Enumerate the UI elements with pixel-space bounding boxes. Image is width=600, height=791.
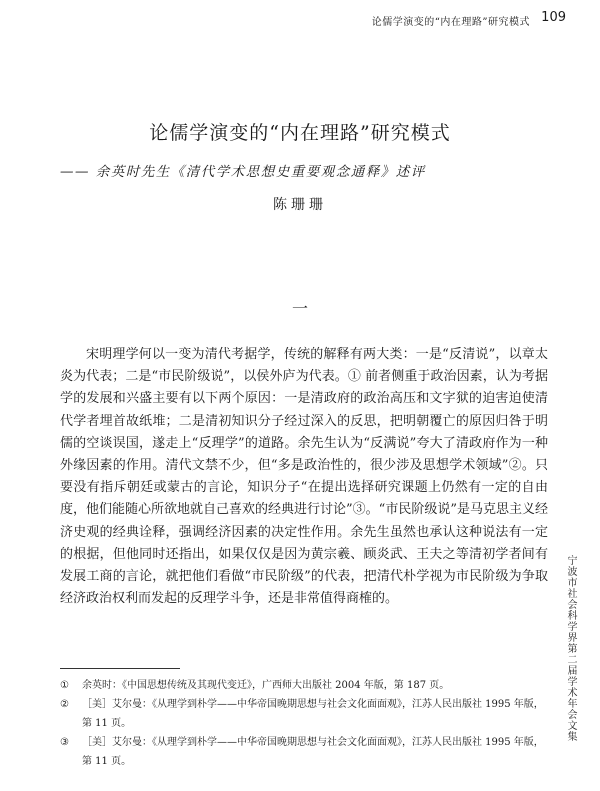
article-author: 陈珊珊 xyxy=(273,197,327,213)
footnote-mark: ③ xyxy=(60,737,69,748)
footnotes xyxy=(60,676,552,771)
article-title: 论儒学演变的“内在理路”研究模式 xyxy=(149,122,451,144)
footnote-item xyxy=(60,733,552,771)
footnote-text: 余英时：《中国思想传统及其现代变迁》，广西师大出版社 2004 年版，第 187 页。 xyxy=(82,680,450,691)
footnote-mark: ② xyxy=(60,699,69,710)
article-subtitle: —— 余英时先生《清代学术思想史重要观念通释》述评 xyxy=(60,164,426,180)
running-header xyxy=(0,10,600,30)
side-label: 宁波市社会科学界第二届学术年会文集 xyxy=(565,555,576,742)
footnote-item xyxy=(60,676,552,695)
footnote-divider xyxy=(60,668,180,669)
footnote-item xyxy=(60,695,552,733)
footnote-mark: ① xyxy=(60,680,69,691)
footnote-text: ［美］艾尔曼：《从理学到朴学——中华帝国晚期思想与社会文化面面观》，江苏人民出版社 1995 年版，第 11 页。 xyxy=(82,737,544,767)
body-paragraph: 宋明理学何以一变为清代考据学，传统的解释有两大类：一是“反清说”，以章太炎为代表；二是“市民阶级说”，以侯外庐为代表。① 前者侧重于政治因素，认为考据学的发展和兴盛主要有以下两个原因：一是清政府的政治高压和文字狱的迫害迫使清代学者埋首故纸堆；二是清初知识分子经过深入的反思，把明朝覆亡的原因归咎于明儒的空谈误国，遂走上“反理学”的道路。余先生认为“反满说”夸大了清政府作为一种外缘因素的作用。清代文禁不少，但“多是政治性的，很少涉及思想学术领域”②。只要没有指斥朝廷或蒙古的言论，知识分子“在提出选择研究课题上仍然有一定的自由度，他们能随心所欲地就自己喜欢的经典进行讨论”③。“市民阶级说”是马克思主义经济史观的经典诠释，强调经济因素的决定性作用。余先生虽然也承认这种说法有一定的根据，但他同时还指出，如果仅仅是因为黄宗羲、顾炎武、王夫之等清初学者间有发展工商的言论，就把他们看做“市民阶级”的代表，把清代朴学视为市民阶级为争取经济政治权利而发起的反理学斗争，还是非常值得商榷的。 xyxy=(60,347,548,607)
footnote-text: ［美］艾尔曼：《从理学到朴学——中华帝国晚期思想与社会文化面面观》，江苏人民出版社 1995 年版，第 11 页。 xyxy=(82,699,544,729)
section-number: 一 xyxy=(291,299,308,318)
running-title: 论儒学演变的“内在理路”研究模式 xyxy=(371,17,530,28)
page-number: 109 xyxy=(541,10,566,25)
